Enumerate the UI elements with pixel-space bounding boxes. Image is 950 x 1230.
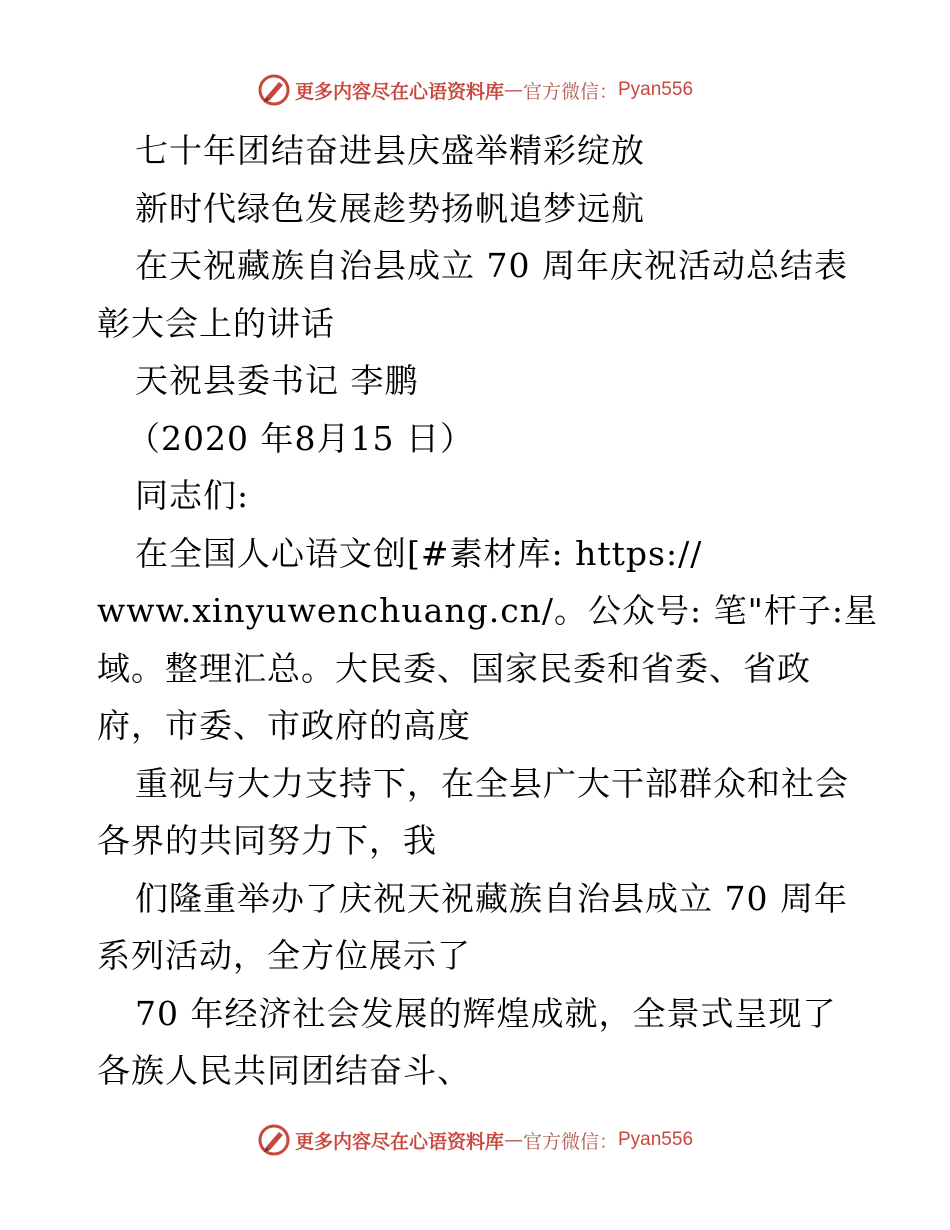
banner-wechat-label: 官方微信： (522, 80, 618, 103)
body-line: 府，市委、市政府的高度 (97, 706, 471, 745)
banner-text: 更多内容尽在心语资料库 (294, 80, 504, 103)
body-line: 们隆重举办了庆祝天祝藏族自治县成立 70 周年 (135, 878, 848, 918)
pen-logo-icon (257, 73, 291, 107)
banner-separator: — (503, 1129, 523, 1151)
pen-logo-icon (257, 1123, 291, 1157)
speaker-line: 天祝县委书记 李鹏 (135, 361, 419, 400)
body-line: www.xinyuwenchuang.cn/。公众号: 笔"杆子:星 (97, 591, 878, 630)
date-line: （2020 年8月15 日） (127, 418, 474, 458)
title-line-1: 七十年团结奋进县庆盛举精彩绽放 (135, 131, 645, 170)
title-line-2: 新时代绿色发展趁势扬帆追梦远航 (135, 188, 645, 228)
body-line: 在全国人心语文创[#素材库: https:// (135, 533, 703, 573)
body-line: 各族人民共同团结奋斗、 (97, 1051, 471, 1090)
subtitle-line-1: 在天祝藏族自治县成立 70 周年庆祝活动总结表 (135, 246, 848, 285)
footer-watermark-banner (0, 1120, 950, 1160)
banner-separator: — (503, 79, 523, 101)
document-body (97, 122, 878, 1100)
banner-wechat-id: Pyan556 (618, 1129, 694, 1150)
body-line: 重视与大力支持下，在全县广大干部群众和社会 (135, 763, 849, 803)
header-watermark-banner (0, 70, 950, 110)
banner-wechat-id: Pyan556 (618, 79, 694, 100)
subtitle-line-2: 彰大会上的讲话 (97, 303, 335, 343)
body-line: 各界的共同努力下，我 (97, 821, 437, 860)
salutation-line: 同志们: (135, 476, 250, 515)
banner-wechat-label: 官方微信： (522, 1130, 618, 1153)
body-line: 70 年经济社会发展的辉煌成就，全景式呈现了 (135, 993, 837, 1033)
banner-text: 更多内容尽在心语资料库 (294, 1130, 504, 1153)
body-line: 系列活动，全方位展示了 (97, 936, 471, 975)
body-line: 域。整理汇总。大民委、国家民委和省委、省政 (97, 648, 811, 688)
